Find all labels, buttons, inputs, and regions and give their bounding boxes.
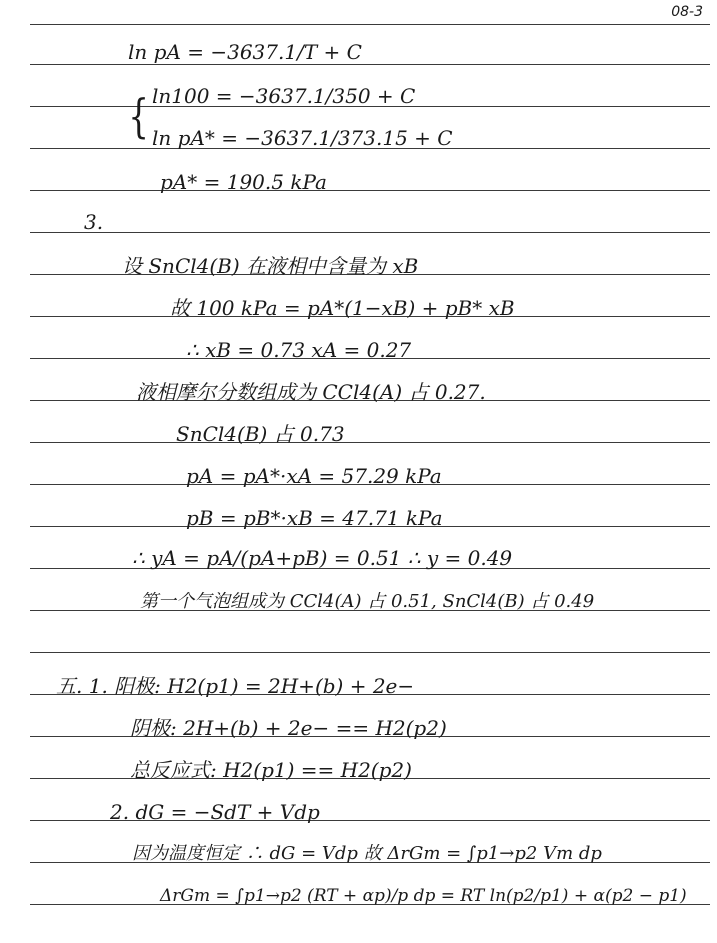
equation-line: pA* = 190.5 kPa [160,170,327,194]
equation-line: ∴ yA = pA/(pA+pB) = 0.51 ∴ y = 0.49 [132,546,513,570]
section-number: 3. [84,210,104,234]
equation-line: ln pA = −3637.1/T + C [128,40,362,64]
text-line: 五. 1. 阳极: H2(p1) = 2H+(b) + 2e− [56,674,415,698]
ruled-line [30,64,710,65]
ruled-line [30,442,710,443]
equation-line: 故 100 kPa = pA*(1−xB) + pB* xB [170,296,515,320]
text-line: 液相摩尔分数组成为 CCl4(A) 占 0.27. [136,380,486,404]
text-line: 第一个气泡组成为 CCl4(A) 占 0.51, SnCl4(B) 占 0.49 [140,591,595,612]
equation-line: 因为温度恒定 ∴ dG = Vdp 故 ΔrGm = ∫p1→p2 Vm dp [132,843,602,864]
ruled-line [30,190,710,191]
page-number: 08-3 [671,4,703,20]
text-line: SnCl4(B) 占 0.73 [176,422,345,446]
equation-line: ∴ xB = 0.73 xA = 0.27 [186,338,412,362]
equation-line: pA = pA*·xA = 57.29 kPa [186,464,442,488]
equation-line: 阴极: 2H+(b) + 2e− == H2(p2) [130,716,447,740]
equation-line: 2. dG = −SdT + Vdp [110,800,320,824]
equation-line: ln100 = −3637.1/350 + C [152,84,416,108]
equation-brace: { [128,89,149,143]
equation-line: ln pA* = −3637.1/373.15 + C [152,126,453,150]
equation-line: pB = pB*·xB = 47.71 kPa [186,506,443,530]
ruled-line [30,232,710,233]
equation-line: 总反应式: H2(p1) == H2(p2) [130,758,412,782]
equation-line: ΔrGm = ∫p1→p2 (RT + αp)/p dp = RT ln(p2/p1) + α(p2 − p1) [160,886,687,906]
text-line: 设 SnCl4(B) 在液相中含量为 xB [122,254,419,278]
ruled-line [30,24,710,25]
ruled-line [30,652,710,653]
